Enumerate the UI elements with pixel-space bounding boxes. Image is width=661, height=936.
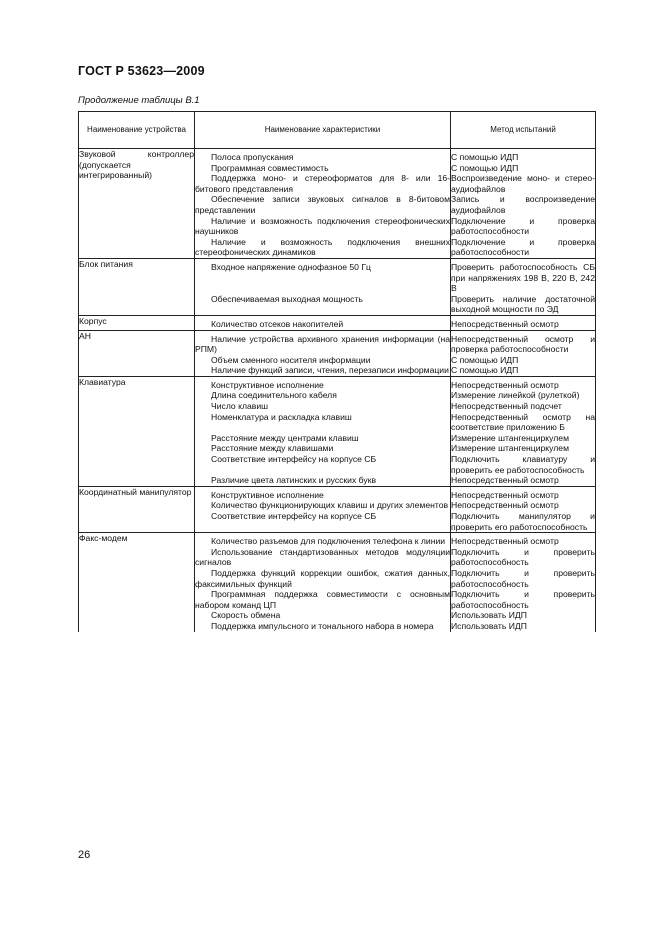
characteristic-cell: Использование стандартизованных методов модуляции сигналов [195,546,450,568]
document-title: ГОСТ Р 53623—2009 [78,64,205,78]
device-group [79,258,596,315]
characteristic-cell: Обеспечение записи звуковых сигналов в 8-битовом представлении [195,194,450,215]
device-group [79,149,596,259]
characteristic-cell: Количество отсеков накопителей [195,315,451,330]
table-row [79,376,596,390]
test-method-cell: Использовать ИДП [451,610,596,621]
characteristic-cell: Скорость обмена [195,610,451,621]
test-method-cell: Использовать ИДП [451,621,596,632]
characteristics-table [78,111,596,632]
table-caption: Продолжение таблицы В.1 [78,95,200,106]
test-method-cell: Подключение и проверка работоспособности [451,215,595,237]
characteristic-cell: Поддержка импульсного и тонального набора в номера [195,621,451,632]
test-method-cell: Проверить наличие достаточной выходной мощности по ЭД [451,293,595,315]
characteristic-cell: Конструктивное исполнение [195,486,451,500]
characteristic-cell: Конструктивное исполнение [195,376,451,390]
test-method-cell: Подключить и проверить работоспособность [451,546,595,568]
device-name-cell: Блок питания [79,258,195,315]
characteristic-cell: Расстояние между центрами клавиш [195,433,451,444]
header-method: Метод испытаний [451,112,596,149]
test-method-cell: Подключить и проверить работоспособность [451,589,595,610]
characteristic-cell: Соответствие интерфейсу на корпусе СБ [195,511,451,533]
test-method-cell: Непосредственный осмотр [451,533,596,547]
characteristic-cell: Наличие функций записи, чтения, перезаписи информации [195,365,451,376]
device-group [79,486,596,532]
device-name-cell: Факс-модем [79,533,195,632]
characteristic-cell: Входное напряжение однофазное 50 Гц [195,258,451,293]
table-row [79,533,596,547]
device-group [79,330,596,376]
table-row [79,330,596,355]
characteristic-cell: Соответствие интерфейсу на корпусе СБ [195,454,451,475]
table-row [79,149,596,163]
table-row [79,258,596,293]
characteristic-cell: Наличие устройства архивного хранения информации (на РПМ) [195,330,451,355]
test-method-cell: Подключение и проверка работоспособности [451,236,595,258]
test-method-cell: Измерение штангенциркулем [451,433,596,444]
table-row [79,486,596,500]
characteristic-cell: Номенклатура и раскладка клавиш [195,412,451,433]
device-name-cell: Корпус [79,315,195,330]
test-method-cell: С помощью ИДП [451,365,596,376]
characteristic-cell: Обеспечиваемая выходная мощность [195,294,451,316]
test-method-cell: Измерение штангенциркулем [451,443,596,454]
test-method-cell: Воспроизведение моно- и стерео-аудиофайлов [451,173,595,194]
test-method-cell: С помощью ИДП [451,149,596,163]
characteristic-cell: Поддержка функций коррекции ошибок, сжатия данных, факсимильных функций [195,567,450,589]
characteristic-cell: Количество разъемов для подключения телефона к линии [195,533,451,547]
test-method-cell: Подключить манипулятор и проверить его работоспособность [451,511,595,532]
characteristic-cell: Поддержка моно- и стереоформатов для 8- или 16-битового представления [195,173,450,194]
characteristic-cell: Длина соединительного кабеля [195,390,451,401]
test-method-cell: Непосредственный подсчет [451,401,596,412]
test-method-cell: Подключить и проверить работоспособность [451,567,595,589]
characteristic-cell: Наличие и возможность подключения стереофонических наушников [195,215,450,237]
test-method-cell: Запись и воспроизведение аудиофайлов [451,194,595,215]
table-row [79,315,596,330]
test-method-cell: С помощью ИДП [451,163,596,174]
characteristic-cell: Программная поддержка совместимости с основным набором команд ЦП [195,589,450,610]
characteristic-cell: Количество функционирующих клавиш и других элементов [195,500,451,511]
test-method-cell: С помощью ИДП [451,355,596,366]
characteristic-cell: Число клавиш [195,401,451,412]
test-method-cell: Подключить клавиатуру и проверить ее работоспособность [451,454,595,475]
characteristic-cell: Программная совместимость [195,163,451,174]
test-method-cell: Непосредственный осмотр на соответствие приложению Б [451,411,595,433]
test-method-cell: Непосредственный осмотр [451,486,596,500]
header-device: Наименование устройства [79,112,195,149]
device-name-cell: Звуковой контроллер (допускается интегрированный) [79,149,195,259]
device-group [79,376,596,486]
test-method-cell: Измерение линейкой (рулеткой) [451,390,596,401]
device-group [79,315,596,330]
characteristic-cell: Различие цвета латинских и русских букв [195,475,451,486]
test-method-cell: Непосредственный осмотр [451,315,596,330]
page-number: 26 [78,849,91,861]
characteristic-cell: Объем сменного носителя информации [195,355,451,366]
test-method-cell: Проверить работоспособность СБ при напряжениях 198 В, 220 В, 242 В [451,258,596,293]
characteristic-cell: Расстояние между клавишами [195,443,451,454]
header-characteristic: Наименование характеристики [195,112,451,149]
device-group [79,533,596,632]
test-method-cell: Непосредственный осмотр [451,376,596,390]
test-method-cell: Непосредственный осмотр [451,475,596,486]
device-name-cell: Клавиатура [79,376,195,486]
test-method-cell: Непосредственный осмотр [451,500,596,511]
test-method-cell: Непосредственный осмотр и проверка работоспособности [451,330,596,355]
table-header [79,112,596,149]
device-name-cell: АН [79,330,195,376]
characteristic-cell: Полоса пропускания [195,149,451,163]
device-name-cell: Координатный манипулятор [79,486,195,532]
characteristic-cell: Наличие и возможность подключения внешних стереофонических динамиков [195,236,450,258]
